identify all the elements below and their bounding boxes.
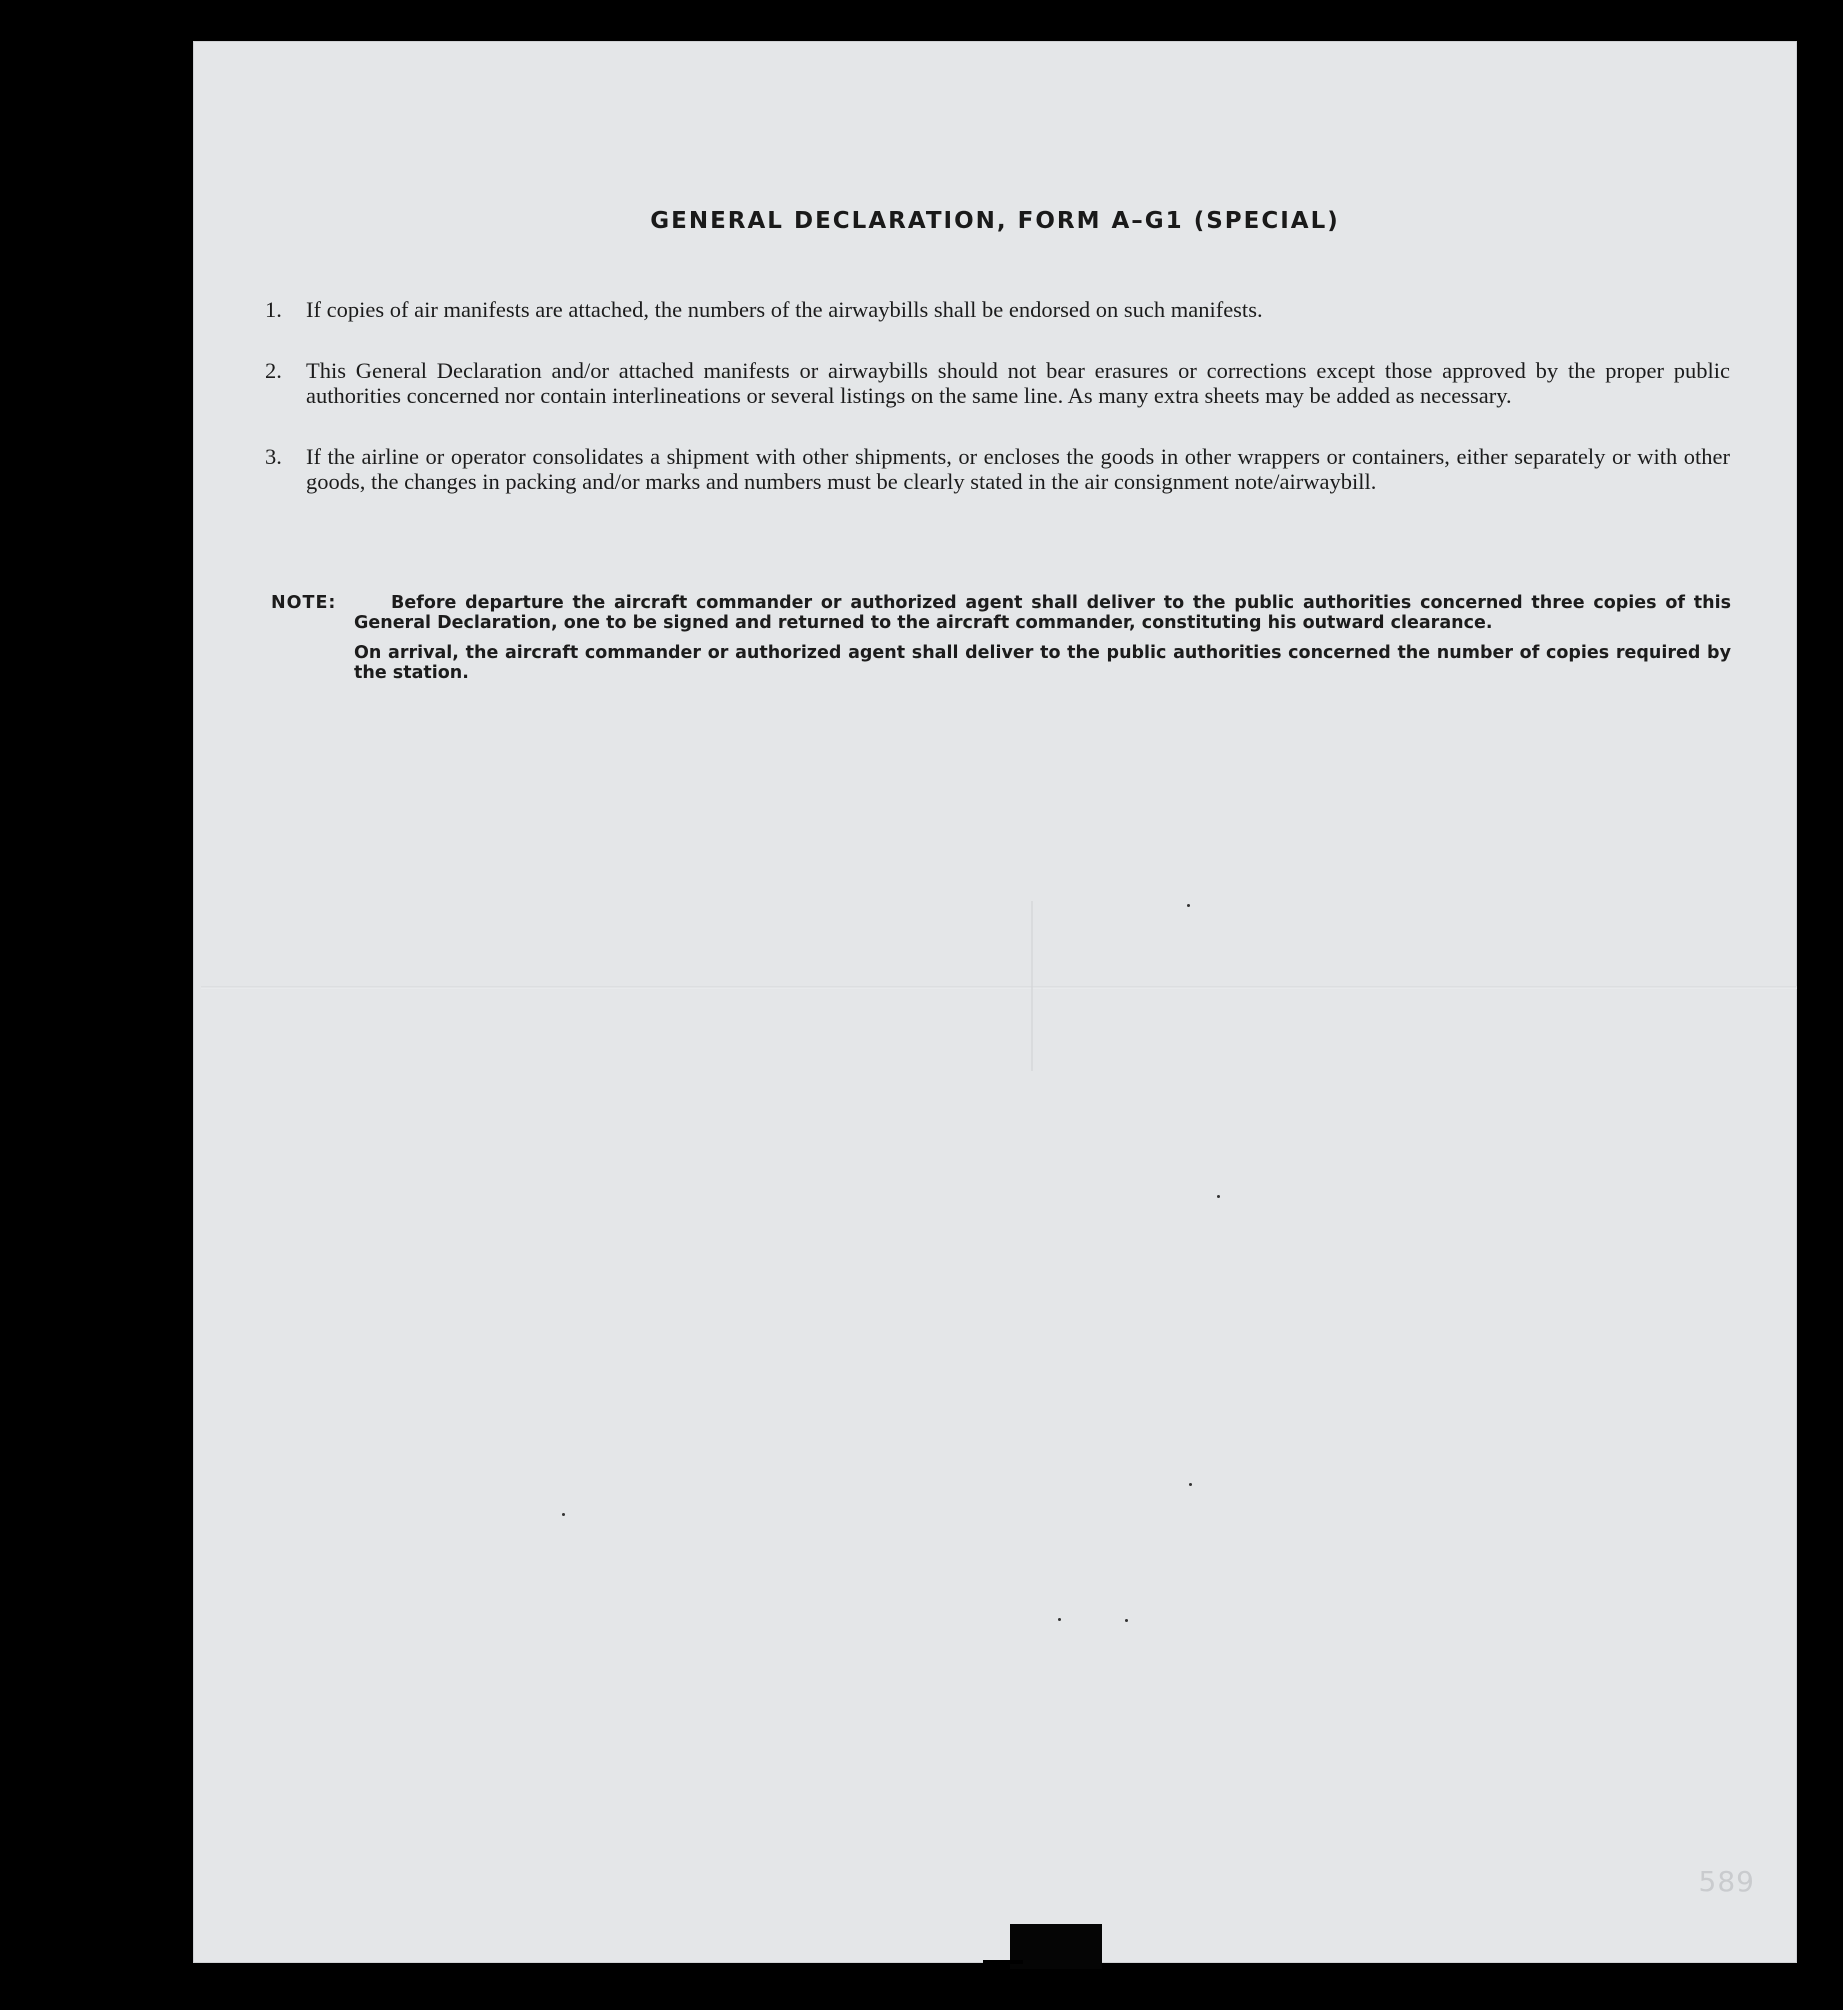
note-paragraph: On arrival, the aircraft commander or authorized agent shall deliver to the public authorities concerned the number of copies required by the station. [354,643,1731,683]
note-label: NOTE: [271,593,337,613]
note-section [271,593,1731,683]
item-text: If the airline or operator consolidates a shipment with other shipments, or encloses the goods in other wrappers or containers, either separately or with other goods, the changes in packing and/or marks and numbers must be clearly stated in the air consignment note/airwaybill. [306,444,1730,494]
item-text: This General Declaration and/or attached manifests or airwaybills should not bear erasures or corrections except those approved by the proper public authorities concerned nor contain interlineations or several listings on the same line. As many extra sheets may be added as necessary. [306,358,1730,408]
instruction-item [265,444,1730,494]
instruction-item [265,358,1730,408]
page-stamp-number: 589 [1698,1865,1755,1898]
item-text: If copies of air manifests are attached, the numbers of the airwaybills shall be endorsed on such manifests. [306,297,1263,322]
paper-speck [1217,1195,1220,1198]
note-paragraph: Before departure the aircraft commander or authorized agent shall deliver to the public authorities concerned three copies of this General Declaration, one to be signed and returned to the aircraft commander, constituting his outward clearance. [354,593,1731,633]
instruction-item [265,297,1730,322]
item-number: 3. [265,444,282,469]
document-page [193,41,1797,1963]
paper-speck [562,1513,565,1516]
paper-speck [1125,1619,1128,1622]
item-number: 1. [265,297,282,322]
document-title: GENERAL DECLARATION, FORM A–G1 (SPECIAL) [650,208,1340,234]
paper-speck [1058,1618,1061,1621]
paper-tear [983,1960,1023,1964]
item-number: 2. [265,358,282,383]
paper-speck [1189,1483,1192,1486]
instruction-list [265,297,1730,494]
paper-fold-vertical [1031,901,1033,1071]
paper-speck [1187,904,1190,907]
redaction-block [1010,1924,1102,1969]
paper-fold-horizontal [201,986,1797,989]
